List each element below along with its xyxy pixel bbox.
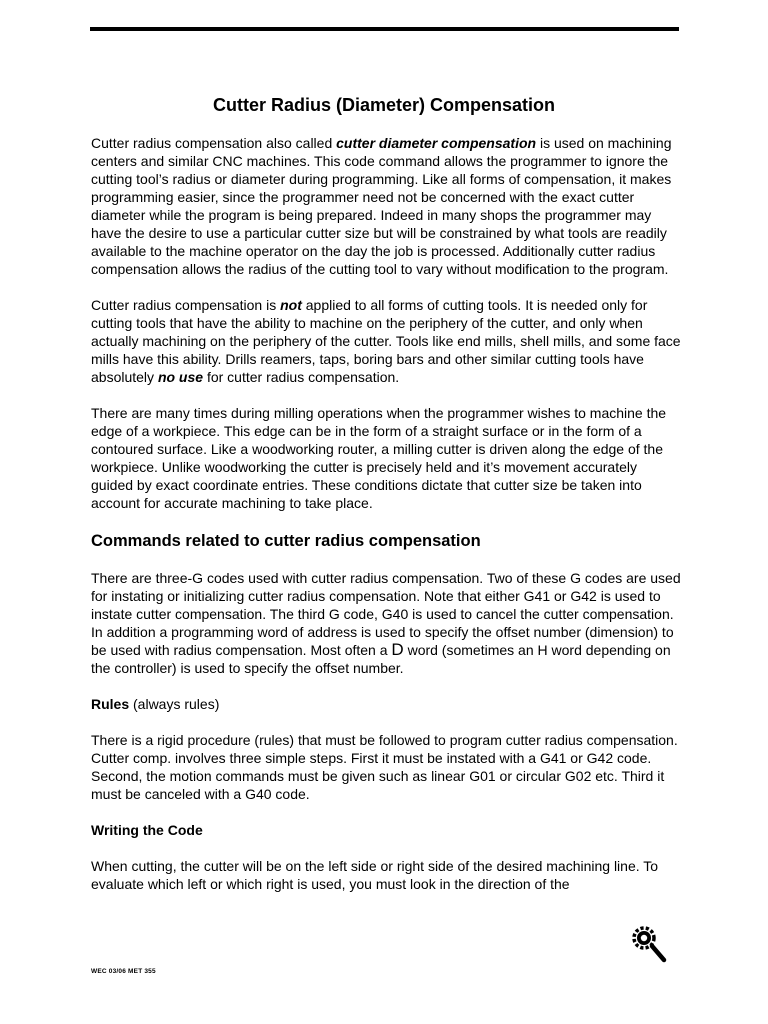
applicability-text-1: Cutter radius compensation is — [91, 297, 281, 313]
gcodes-text-2: word (sometimes an H word depending on the controller) is used to specify the offset number. — [91, 642, 671, 676]
page-title: Cutter Radius (Diameter) Compensation — [212, 95, 556, 115]
paragraph-gcodes — [91, 569, 681, 677]
paragraph-milling: There are many times during milling operations when the programmer wishes to machine the edge of a workpiece. This edge can be in the form of a straight surface or in the form of a contoured surface. Like a woodworking router, a milling cutter is driven along the edge of the workpiece. Unlike woodworking the cutter is precisely held and it’s movement accurately guided by exact coordinate entries. These conditions dictate that cutter size be taken into account for accurate machining to take place. — [91, 405, 667, 511]
applicability-text-3: for cutter radius compensation. — [203, 369, 400, 385]
emphasis-no-use: no use — [157, 369, 204, 385]
paragraph-rules-label — [91, 695, 681, 713]
footer-code: WEC 03/06 MET 355 — [91, 968, 156, 975]
emphasis-term: cutter diameter compensation — [336, 135, 537, 151]
heading-commands: Commands related to cutter radius compensation — [91, 532, 481, 550]
emphasis-not: not — [280, 297, 302, 313]
d-word: D — [391, 640, 404, 659]
gcodes-text-1: There are three-G codes used with cutter radius compensation. Two of these G codes are used for instating or initializing cutter radius compensation. Note that either G41 or G42 is used to instate cutter compensation. The third G code, G40 is used to cancel the cutter compensation. In addition a programming word of address is used to specify the offset number (dimension) to be used with radius compensation. Most often a — [91, 570, 681, 658]
header-rule — [90, 27, 679, 31]
applicability-text-2: applied to all forms of cutting tools. It is needed only for cutting tools that have the ability to machine on the periphery of the cutter, and only when actually machining on the periphery of the cutter. Tools like end mills, shell mills, and some face mills have this ability. Drills reamers, taps, boring bars and other similar cutting tools have absolutely — [91, 297, 681, 385]
paragraph-intro — [91, 134, 681, 278]
paragraph-rules: There is a rigid procedure (rules) that must be followed to program cutter radius compensation. Cutter comp. involves three simple steps. First it must be instated with a G41 or G42 code. Second, the motion commands must be given such as linear G01 or circular G02 etc. Third it must be canceled with a G40 code. — [91, 732, 678, 802]
intro-text-1: Cutter radius compensation also called — [91, 135, 337, 151]
rules-label: Rules — [91, 696, 130, 712]
paragraph-writing: When cutting, the cutter will be on the left side or right side of the desired machining line. To evaluate which left or which right is used, you must look in the direction of the — [91, 858, 659, 892]
rules-note: (always rules) — [129, 696, 220, 712]
paragraph-applicability — [91, 296, 681, 386]
heading-writing-code: Writing the Code — [91, 822, 203, 838]
intro-text-2: is used on machining centers and similar CNC machines. This code command allows the programmer to ignore the cutting tool’s radius or diameter during programming. Like all forms of compensation, it makes programming easier, since the programmer need not be concerned with the exact cutter diameter while the program is being prepared. Indeed in many shops the programmer may have the desire to use a particular cutter size but will be constrained by what tools are readily available to the machine operator on the day the job is processed. Additionally cutter radius compensation allows the radius of the cutting tool to vary without modification to the program. — [91, 135, 672, 277]
document-body — [91, 134, 681, 893]
gear-magnifier-icon — [630, 924, 668, 964]
